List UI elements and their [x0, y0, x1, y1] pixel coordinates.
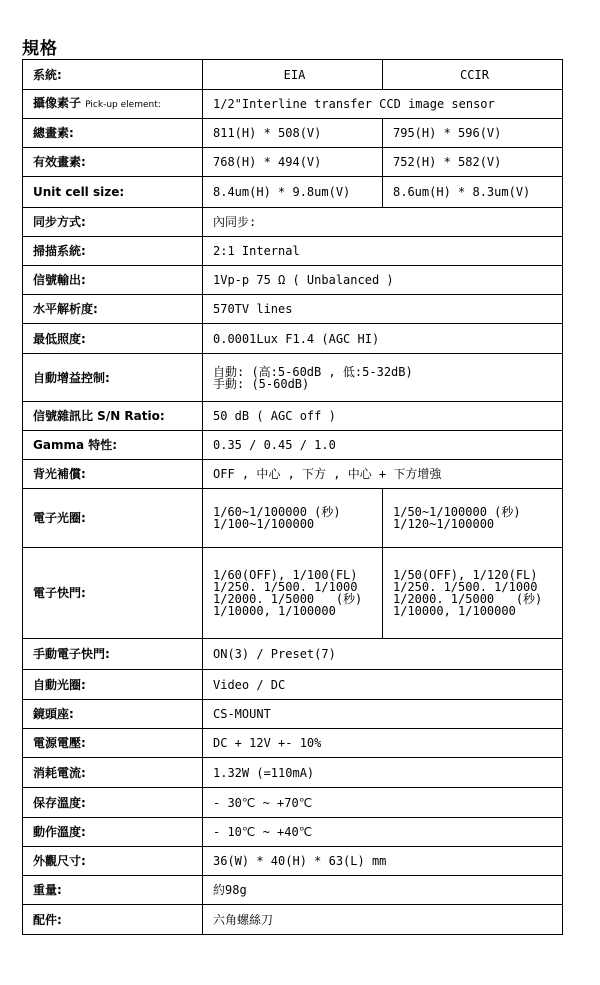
- spec-row: [23, 788, 563, 818]
- spec-value: ON(3) / Preset(7): [203, 639, 563, 670]
- spec-row: [23, 639, 563, 670]
- spec-label: 同步方式:: [23, 208, 203, 237]
- spec-label: 消耗電流:: [23, 758, 203, 788]
- spec-value: 1.32W (=110mA): [203, 758, 563, 788]
- spec-value: Video / DC: [203, 670, 563, 700]
- spec-row: [23, 60, 563, 90]
- spec-label: 重量:: [23, 876, 203, 905]
- spec-row: [23, 177, 563, 208]
- spec-label-sub: Pick-up element:: [85, 100, 161, 110]
- spec-label: 信號輸出:: [23, 266, 203, 295]
- spec-heading: 規格: [22, 39, 58, 59]
- spec-label: 最低照度:: [23, 324, 203, 354]
- spec-row: [23, 489, 563, 548]
- spec-row: [23, 90, 563, 119]
- spec-value-eia: 1/60~1/100000 (秒) 1/100~1/100000: [203, 489, 383, 548]
- spec-value: 自動: (高:5-60dB , 低:5-32dB) 手動: (5-60dB): [203, 354, 563, 402]
- spec-value: DC + 12V +- 10%: [203, 729, 563, 758]
- spec-value: 36(W) * 40(H) * 63(L) mm: [203, 847, 563, 876]
- spec-label: 掃描系統:: [23, 237, 203, 266]
- spec-row: [23, 431, 563, 460]
- spec-label: 動作溫度:: [23, 818, 203, 847]
- spec-row: [23, 905, 563, 935]
- spec-value-eia: 1/60(OFF), 1/100(FL) 1/250. 1/500. 1/1000 1/2000. 1/5000 (秒) 1/10000, 1/100000: [203, 548, 383, 639]
- spec-row: [23, 758, 563, 788]
- spec-label: 有效畫素:: [23, 148, 203, 177]
- spec-label: 總畫素:: [23, 119, 203, 148]
- spec-label: 自動增益控制:: [23, 354, 203, 402]
- spec-table: [22, 59, 563, 935]
- spec-row: [23, 460, 563, 489]
- spec-row: [23, 847, 563, 876]
- spec-row: [23, 700, 563, 729]
- spec-value: - 30℃ ~ +70℃: [203, 788, 563, 818]
- spec-row: [23, 670, 563, 700]
- spec-label: Gamma 特性:: [23, 431, 203, 460]
- spec-row: [23, 295, 563, 324]
- spec-label: 背光補償:: [23, 460, 203, 489]
- spec-value-ccir: CCIR: [383, 60, 563, 90]
- spec-value: 約98g: [203, 876, 563, 905]
- spec-value: 2:1 Internal: [203, 237, 563, 266]
- spec-row: [23, 148, 563, 177]
- spec-row: [23, 354, 563, 402]
- spec-value: OFF , 中心 , 下方 , 中心 + 下方增強: [203, 460, 563, 489]
- spec-label: 電子快門:: [23, 548, 203, 639]
- spec-label: 鏡頭座:: [23, 700, 203, 729]
- spec-row: [23, 729, 563, 758]
- spec-value: 0.35 / 0.45 / 1.0: [203, 431, 563, 460]
- spec-row: [23, 266, 563, 295]
- spec-label: 電源電壓:: [23, 729, 203, 758]
- spec-label: Unit cell size:: [23, 177, 203, 208]
- spec-value: 0.0001Lux F1.4 (AGC HI): [203, 324, 563, 354]
- spec-value: 570TV lines: [203, 295, 563, 324]
- spec-label: [23, 90, 203, 119]
- spec-value: CS-MOUNT: [203, 700, 563, 729]
- spec-value-eia: 8.4um(H) * 9.8um(V): [203, 177, 383, 208]
- spec-row: [23, 818, 563, 847]
- spec-value-ccir: 8.6um(H) * 8.3um(V): [383, 177, 563, 208]
- spec-row: [23, 237, 563, 266]
- spec-value-eia: EIA: [203, 60, 383, 90]
- spec-row: [23, 119, 563, 148]
- spec-row: [23, 548, 563, 639]
- spec-value-ccir: 795(H) * 596(V): [383, 119, 563, 148]
- spec-value: 1/2"Interline transfer CCD image sensor: [203, 90, 563, 119]
- spec-label: 水平解析度:: [23, 295, 203, 324]
- spec-row: [23, 208, 563, 237]
- spec-value-ccir: 1/50(OFF), 1/120(FL) 1/250. 1/500. 1/1000 1/2000. 1/5000 (秒) 1/10000, 1/100000: [383, 548, 563, 639]
- spec-value-ccir: 1/50~1/100000 (秒) 1/120~1/100000: [383, 489, 563, 548]
- spec-label: 系統:: [23, 60, 203, 90]
- spec-value: 六角螺絲刀: [203, 905, 563, 935]
- spec-label: 手動電子快門:: [23, 639, 203, 670]
- spec-label-main: 攝像素子: [33, 96, 82, 110]
- spec-value-ccir: 752(H) * 582(V): [383, 148, 563, 177]
- spec-label: 電子光圈:: [23, 489, 203, 548]
- spec-value: 1Vp-p 75 Ω ( Unbalanced ): [203, 266, 563, 295]
- spec-label: 配件:: [23, 905, 203, 935]
- spec-row: [23, 324, 563, 354]
- spec-label: 信號雜訊比 S/N Ratio:: [23, 402, 203, 431]
- spec-value: 內同步:: [203, 208, 563, 237]
- spec-value-eia: 811(H) * 508(V): [203, 119, 383, 148]
- spec-row: [23, 402, 563, 431]
- spec-label: 保存溫度:: [23, 788, 203, 818]
- spec-label: 自動光圈:: [23, 670, 203, 700]
- spec-value: 50 dB ( AGC off ): [203, 402, 563, 431]
- spec-label: 外觀尺寸:: [23, 847, 203, 876]
- spec-value-eia: 768(H) * 494(V): [203, 148, 383, 177]
- spec-value: - 10℃ ~ +40℃: [203, 818, 563, 847]
- spec-row: [23, 876, 563, 905]
